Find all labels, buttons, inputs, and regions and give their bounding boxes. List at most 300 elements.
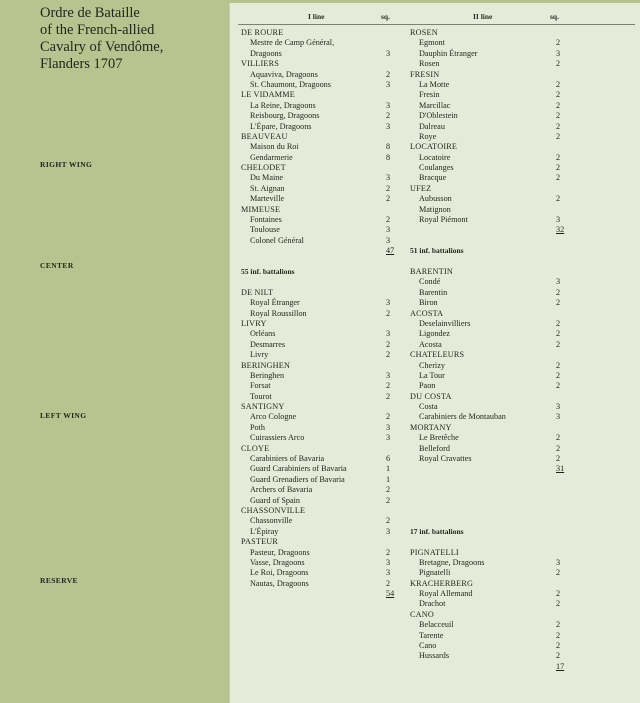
regiment-row <box>241 142 391 152</box>
spacer-row <box>410 516 560 526</box>
regiment-row <box>241 485 391 495</box>
regiment-name: Royal Roussillon <box>250 308 307 318</box>
squadron-total: 47 <box>386 246 395 256</box>
wing-label-center: CENTER <box>40 261 74 270</box>
regiment-name: Gendarmerie <box>250 152 293 162</box>
commander-row <box>241 28 391 38</box>
infantry-battalions-note <box>410 246 560 256</box>
squadron-count: 3 <box>556 277 561 287</box>
spacer-row <box>241 277 391 287</box>
regiment-name: Ligondez <box>419 329 450 339</box>
regiment-name: Deselainvilliers <box>419 318 471 328</box>
squadron-count: 2 <box>556 454 561 464</box>
squadron-total-row <box>241 246 395 256</box>
regiment-row <box>241 558 391 568</box>
regiment-name: St. Aignan <box>250 183 285 193</box>
commander-row <box>241 537 391 547</box>
left-margin <box>0 0 226 696</box>
regiment-row <box>410 90 560 100</box>
commander-row <box>410 309 560 319</box>
regiment-row <box>241 122 391 132</box>
battalions-label: 17 inf. battalions <box>410 526 464 536</box>
regiment-row <box>241 392 391 402</box>
squadron-count: 3 <box>386 433 391 443</box>
regiment-row <box>410 444 560 454</box>
wing-label-right: RIGHT WING <box>40 160 93 169</box>
regiment-row <box>241 568 391 578</box>
squadron-total-row <box>410 225 565 235</box>
regiment-name: Le Roi, Dragoons <box>250 568 309 578</box>
regiment-name: Rosen <box>419 59 440 69</box>
regiment-row <box>241 173 391 183</box>
regiment-name: Pasteur, Dragoons <box>250 547 310 557</box>
commander-row <box>410 392 560 402</box>
squadron-total-row <box>410 661 565 672</box>
regiment-row <box>241 381 391 391</box>
regiment-name: Royal Piémont <box>419 215 468 225</box>
regiment-name: L'Épare, Dragoons <box>250 121 312 131</box>
regiment-name: Royal Étranger <box>250 298 300 308</box>
squadron-count: 2 <box>556 651 561 661</box>
commander-name: DE NILT <box>241 287 274 297</box>
squadron-count: 2 <box>556 38 561 48</box>
squadron-count: 2 <box>556 620 561 630</box>
regiment-row <box>410 194 560 204</box>
squadron-count: 3 <box>556 557 561 567</box>
regiment-name: Pignatelli <box>419 568 451 578</box>
squadron-count: 3 <box>386 121 391 131</box>
infantry-battalions-note <box>241 267 391 277</box>
squadron-count: 2 <box>556 433 561 443</box>
regiment-name: Livry <box>250 350 269 360</box>
regiment-row <box>241 340 391 350</box>
regiment-name: Tourot <box>250 391 272 401</box>
squadron-count: 2 <box>556 152 561 162</box>
squadron-count: 3 <box>386 568 391 578</box>
squadron-count: 2 <box>386 547 391 557</box>
regiment-name: L'Épiray <box>250 526 279 536</box>
regiment-name: Drachot <box>419 599 446 609</box>
squadron-count: 1 <box>386 474 391 484</box>
regiment-row <box>410 173 560 183</box>
regiment-name: Maison du Roi <box>250 142 299 152</box>
regiment-row <box>241 433 391 443</box>
regiment-name: Carabiniers of Bavaria <box>250 454 325 464</box>
regiment-row <box>410 101 560 111</box>
squadron-total: 32 <box>556 225 565 235</box>
regiment-name: Marcillac <box>419 100 451 110</box>
regiment-name: Mestre de Camp Général, <box>250 38 335 48</box>
regiment-name: Royal Allemand <box>419 589 473 599</box>
squadron-count: 3 <box>386 48 391 58</box>
squadron-count: 2 <box>386 350 391 360</box>
squadron-count: 2 <box>386 495 391 505</box>
squadron-count: 2 <box>556 298 561 308</box>
regiment-name: Toulouse <box>250 225 280 235</box>
commander-row <box>410 267 560 277</box>
commander-name: FRESIN <box>410 69 440 79</box>
squadron-count: 2 <box>386 391 391 401</box>
regiment-name: Roye <box>419 131 437 141</box>
regiment-row <box>410 49 560 59</box>
title-line-4: Flanders 1707 <box>40 56 123 72</box>
wing-label-left: LEFT WING <box>40 411 87 420</box>
squadron-count: 2 <box>556 194 561 204</box>
commander-name: CANO <box>410 609 434 619</box>
squadron-count: 2 <box>556 630 561 640</box>
regiment-row <box>410 381 560 391</box>
regiment-name: Dalreau <box>419 121 445 131</box>
squadron-count: 2 <box>386 381 391 391</box>
regiment-row <box>410 205 560 215</box>
regiment-name: Dragoons <box>250 48 282 58</box>
regiment-row <box>410 298 560 308</box>
regiment-row <box>410 454 560 464</box>
squadron-total-row <box>410 464 565 474</box>
regiment-row <box>410 340 560 350</box>
regiment-name: Dauphin Étranger <box>419 48 478 58</box>
commander-row <box>410 70 560 80</box>
regiment-name: Orléans <box>250 329 276 339</box>
squadron-count: 3 <box>386 329 391 339</box>
header-sq-1: sq. <box>381 12 390 21</box>
squadron-count: 3 <box>386 370 391 380</box>
commander-name: MORTANY <box>410 422 452 432</box>
regiment-name: Colonel Général <box>250 235 304 245</box>
regiment-row <box>410 132 560 142</box>
regiment-name: Marteville <box>250 194 285 204</box>
commander-row <box>241 444 391 454</box>
commander-name: LOCATOIRE <box>410 142 458 152</box>
commander-row <box>241 90 391 100</box>
squadron-count: 2 <box>556 381 561 391</box>
commander-name: VILLIERS <box>241 59 279 69</box>
spacer-row <box>410 257 560 267</box>
commander-name: BERINGHEN <box>241 360 291 370</box>
squadron-total-row <box>241 589 395 599</box>
squadron-count: 2 <box>556 121 561 131</box>
regiment-name: Biron <box>419 298 438 308</box>
regiment-row <box>241 464 391 474</box>
spacer-row <box>241 257 391 267</box>
regiment-name: Nautas, Dragoons <box>250 578 309 588</box>
regiment-name: La Reine, Dragoons <box>250 100 316 110</box>
squadron-count: 2 <box>556 641 561 651</box>
squadron-count: 2 <box>556 360 561 370</box>
regiment-row <box>410 433 560 443</box>
regiment-name: Carabiniers de Montauban <box>419 412 506 422</box>
spacer-row <box>410 496 560 506</box>
regiment-row <box>410 319 560 329</box>
order-of-battle-table <box>229 3 640 703</box>
squadron-count: 2 <box>556 131 561 141</box>
squadron-count: 3 <box>386 526 391 536</box>
regiment-name: Forsat <box>250 381 271 391</box>
squadron-count: 2 <box>556 443 561 453</box>
commander-row <box>241 361 391 371</box>
regiment-row <box>410 631 560 641</box>
regiment-row <box>241 111 391 121</box>
regiment-name: Guard Carabiniers of Bavaria <box>250 464 347 474</box>
commander-row <box>410 548 560 558</box>
squadron-count: 2 <box>556 370 561 380</box>
squadron-count: 3 <box>386 225 391 235</box>
squadron-count: 2 <box>556 173 561 183</box>
regiment-name: Locatoire <box>419 152 451 162</box>
regiment-row <box>410 122 560 132</box>
regiment-row <box>410 371 560 381</box>
squadron-count: 3 <box>556 402 561 412</box>
commander-row <box>410 350 560 360</box>
regiment-name: Coulanges <box>419 163 454 173</box>
regiment-name: Cherizy <box>419 360 445 370</box>
commander-row <box>410 142 560 152</box>
squadron-count: 2 <box>386 111 391 121</box>
squadron-count: 6 <box>386 454 391 464</box>
squadron-count: 8 <box>386 142 391 152</box>
squadron-count: 3 <box>386 79 391 89</box>
squadron-count: 8 <box>386 152 391 162</box>
regiment-name: Fontaines <box>250 215 282 225</box>
commander-name: DU COSTA <box>410 391 452 401</box>
squadron-count: 2 <box>386 485 391 495</box>
commander-name: LE VIDAMME <box>241 90 295 100</box>
regiment-row <box>241 101 391 111</box>
battalions-label: 51 inf. battalions <box>410 246 464 256</box>
squadron-count: 2 <box>386 194 391 204</box>
spacer-row <box>410 236 560 246</box>
regiment-name: Barentin <box>419 287 448 297</box>
regiment-row <box>241 579 391 589</box>
regiment-row <box>410 59 560 69</box>
squadron-count: 3 <box>386 422 391 432</box>
commander-name: PASTEUR <box>241 537 279 547</box>
regiment-name: Egmont <box>419 38 445 48</box>
header-sq-2: sq. <box>550 12 559 21</box>
regiment-row <box>410 412 560 422</box>
commander-name: SANTIGNY <box>241 402 285 412</box>
regiment-row <box>410 558 560 568</box>
commander-row <box>410 610 560 620</box>
first-line-column <box>241 28 395 599</box>
regiment-row <box>241 38 391 48</box>
spacer-row <box>410 537 560 547</box>
commander-name: CHELODET <box>241 163 286 173</box>
squadron-total: 31 <box>556 464 565 474</box>
commander-name: BARENTIN <box>410 266 453 276</box>
squadron-count: 3 <box>386 173 391 183</box>
regiment-row <box>241 309 391 319</box>
commander-name: CHASSONVILLE <box>241 505 306 515</box>
regiment-row <box>241 371 391 381</box>
regiment-row <box>410 599 560 609</box>
squadron-count: 2 <box>386 308 391 318</box>
commander-row <box>410 423 560 433</box>
title-line-1: Ordre de Bataille <box>40 5 140 21</box>
spacer-row <box>410 485 560 495</box>
regiment-row <box>410 38 560 48</box>
squadron-count: 2 <box>556 163 561 173</box>
regiment-name: Arco Cologne <box>250 412 297 422</box>
squadron-count: 3 <box>386 557 391 567</box>
regiment-name: Bretagne, Dragoons <box>419 557 485 567</box>
regiment-row <box>410 651 560 661</box>
regiment-row <box>241 475 391 485</box>
commander-name: CLOYE <box>241 443 270 453</box>
regiment-name: Beringhen <box>250 370 285 380</box>
commander-name: ROSEN <box>410 28 438 37</box>
commander-name: KRACHERBERG <box>410 578 474 588</box>
commander-row <box>410 579 560 589</box>
regiment-row <box>410 80 560 90</box>
commander-name: PIGNATELLI <box>410 547 459 557</box>
squadron-count: 3 <box>386 100 391 110</box>
wing-label-reserve: RESERVE <box>40 576 78 585</box>
regiment-name: Le Bretêche <box>419 433 459 443</box>
commander-name: BEAUVEAU <box>241 131 288 141</box>
regiment-row <box>410 402 560 412</box>
squadron-count: 2 <box>386 69 391 79</box>
page-title <box>40 5 163 73</box>
squadron-count: 2 <box>386 339 391 349</box>
regiment-name: Belleford <box>419 443 450 453</box>
regiment-row <box>410 111 560 121</box>
regiment-row <box>410 215 560 225</box>
spacer-row <box>410 475 560 485</box>
regiment-name: Poth <box>250 422 266 432</box>
second-line-column <box>410 28 565 672</box>
regiment-name: La Motte <box>419 79 450 89</box>
regiment-row <box>410 361 560 371</box>
squadron-count: 2 <box>556 599 561 609</box>
commander-row <box>241 402 391 412</box>
regiment-row <box>241 527 391 537</box>
regiment-name: D'Oblestein <box>419 111 458 121</box>
commander-name: UFEZ <box>410 183 432 193</box>
squadron-count: 3 <box>556 48 561 58</box>
squadron-count: 2 <box>556 79 561 89</box>
squadron-count: 2 <box>556 287 561 297</box>
regiment-row <box>241 184 391 194</box>
regiment-name: Acosta <box>419 339 442 349</box>
regiment-row <box>410 288 560 298</box>
commander-name: CHATELEURS <box>410 350 465 360</box>
regiment-row <box>241 215 391 225</box>
squadron-total: 17 <box>556 661 565 671</box>
regiment-row <box>241 423 391 433</box>
squadron-count: 3 <box>556 215 561 225</box>
commander-row <box>241 132 391 142</box>
squadron-count: 2 <box>556 339 561 349</box>
regiment-name: La Tour <box>419 370 445 380</box>
squadron-count: 2 <box>386 183 391 193</box>
header-line-1: I line <box>308 12 325 21</box>
squadron-count: 2 <box>556 111 561 121</box>
regiment-row <box>241 49 391 59</box>
regiment-name: Aquaviva, Dragoons <box>250 69 318 79</box>
regiment-name: Aubusson <box>419 194 452 204</box>
squadron-count: 2 <box>386 516 391 526</box>
regiment-name: Paon <box>419 381 436 391</box>
commander-row <box>241 506 391 516</box>
commander-row <box>410 184 560 194</box>
regiment-name: Reisbourg, Dragoons <box>250 111 320 121</box>
squadron-count: 2 <box>556 90 561 100</box>
regiment-row <box>241 454 391 464</box>
header-rule <box>238 24 635 25</box>
battalions-label: 55 inf. battalions <box>241 266 295 276</box>
regiment-row <box>410 589 560 599</box>
commander-row <box>241 205 391 215</box>
regiment-row <box>410 329 560 339</box>
regiment-row <box>410 641 560 651</box>
regiment-name: Guard of Spain <box>250 495 301 505</box>
regiment-name: Chassonville <box>250 516 293 526</box>
regiment-row <box>241 236 391 246</box>
regiment-name: Desmarres <box>250 339 286 349</box>
commander-name: MIMEUSE <box>241 204 281 214</box>
regiment-name: Royal Cravattes <box>419 454 472 464</box>
commander-row <box>241 288 391 298</box>
regiment-name: Tarente <box>419 630 444 640</box>
regiment-row <box>241 516 391 526</box>
commander-row <box>241 319 391 329</box>
squadron-count: 3 <box>556 412 561 422</box>
regiment-name: Cuirassiers Arco <box>250 433 305 443</box>
regiment-row <box>241 350 391 360</box>
regiment-row <box>241 496 391 506</box>
squadron-count: 3 <box>386 235 391 245</box>
squadron-count: 3 <box>386 298 391 308</box>
squadron-count: 2 <box>556 318 561 328</box>
header-line-2: II line <box>473 12 493 21</box>
squadron-count: 1 <box>386 464 391 474</box>
regiment-row <box>241 70 391 80</box>
regiment-name: Fresin <box>419 90 440 100</box>
regiment-row <box>410 277 560 287</box>
squadron-total: 54 <box>386 589 395 599</box>
regiment-row <box>241 298 391 308</box>
regiment-row <box>241 80 391 90</box>
regiment-row <box>241 153 391 163</box>
commander-name: DE ROURE <box>241 28 284 37</box>
regiment-row <box>410 163 560 173</box>
commander-row <box>241 163 391 173</box>
title-line-2: of the French-allied <box>40 22 155 38</box>
regiment-name: Du Maine <box>250 173 283 183</box>
regiment-name: Condé <box>419 277 441 287</box>
regiment-name: Vasse, Dragoons <box>250 557 305 567</box>
regiment-name: Bracque <box>419 173 447 183</box>
commander-row <box>241 59 391 69</box>
infantry-battalions-note <box>410 527 560 537</box>
regiment-row <box>241 225 391 235</box>
regiment-row <box>241 412 391 422</box>
squadron-count: 2 <box>556 568 561 578</box>
squadron-count: 2 <box>386 412 391 422</box>
regiment-row <box>410 620 560 630</box>
squadron-count: 2 <box>556 329 561 339</box>
regiment-row <box>241 548 391 558</box>
regiment-name: St. Chaumont, Dragoons <box>250 79 331 89</box>
squadron-count: 2 <box>556 589 561 599</box>
regiment-row <box>241 329 391 339</box>
regiment-row <box>241 194 391 204</box>
squadron-count: 2 <box>556 59 561 69</box>
regiment-name: Archers of Bavaria <box>250 485 313 495</box>
regiment-row <box>410 153 560 163</box>
squadron-count: 2 <box>386 215 391 225</box>
